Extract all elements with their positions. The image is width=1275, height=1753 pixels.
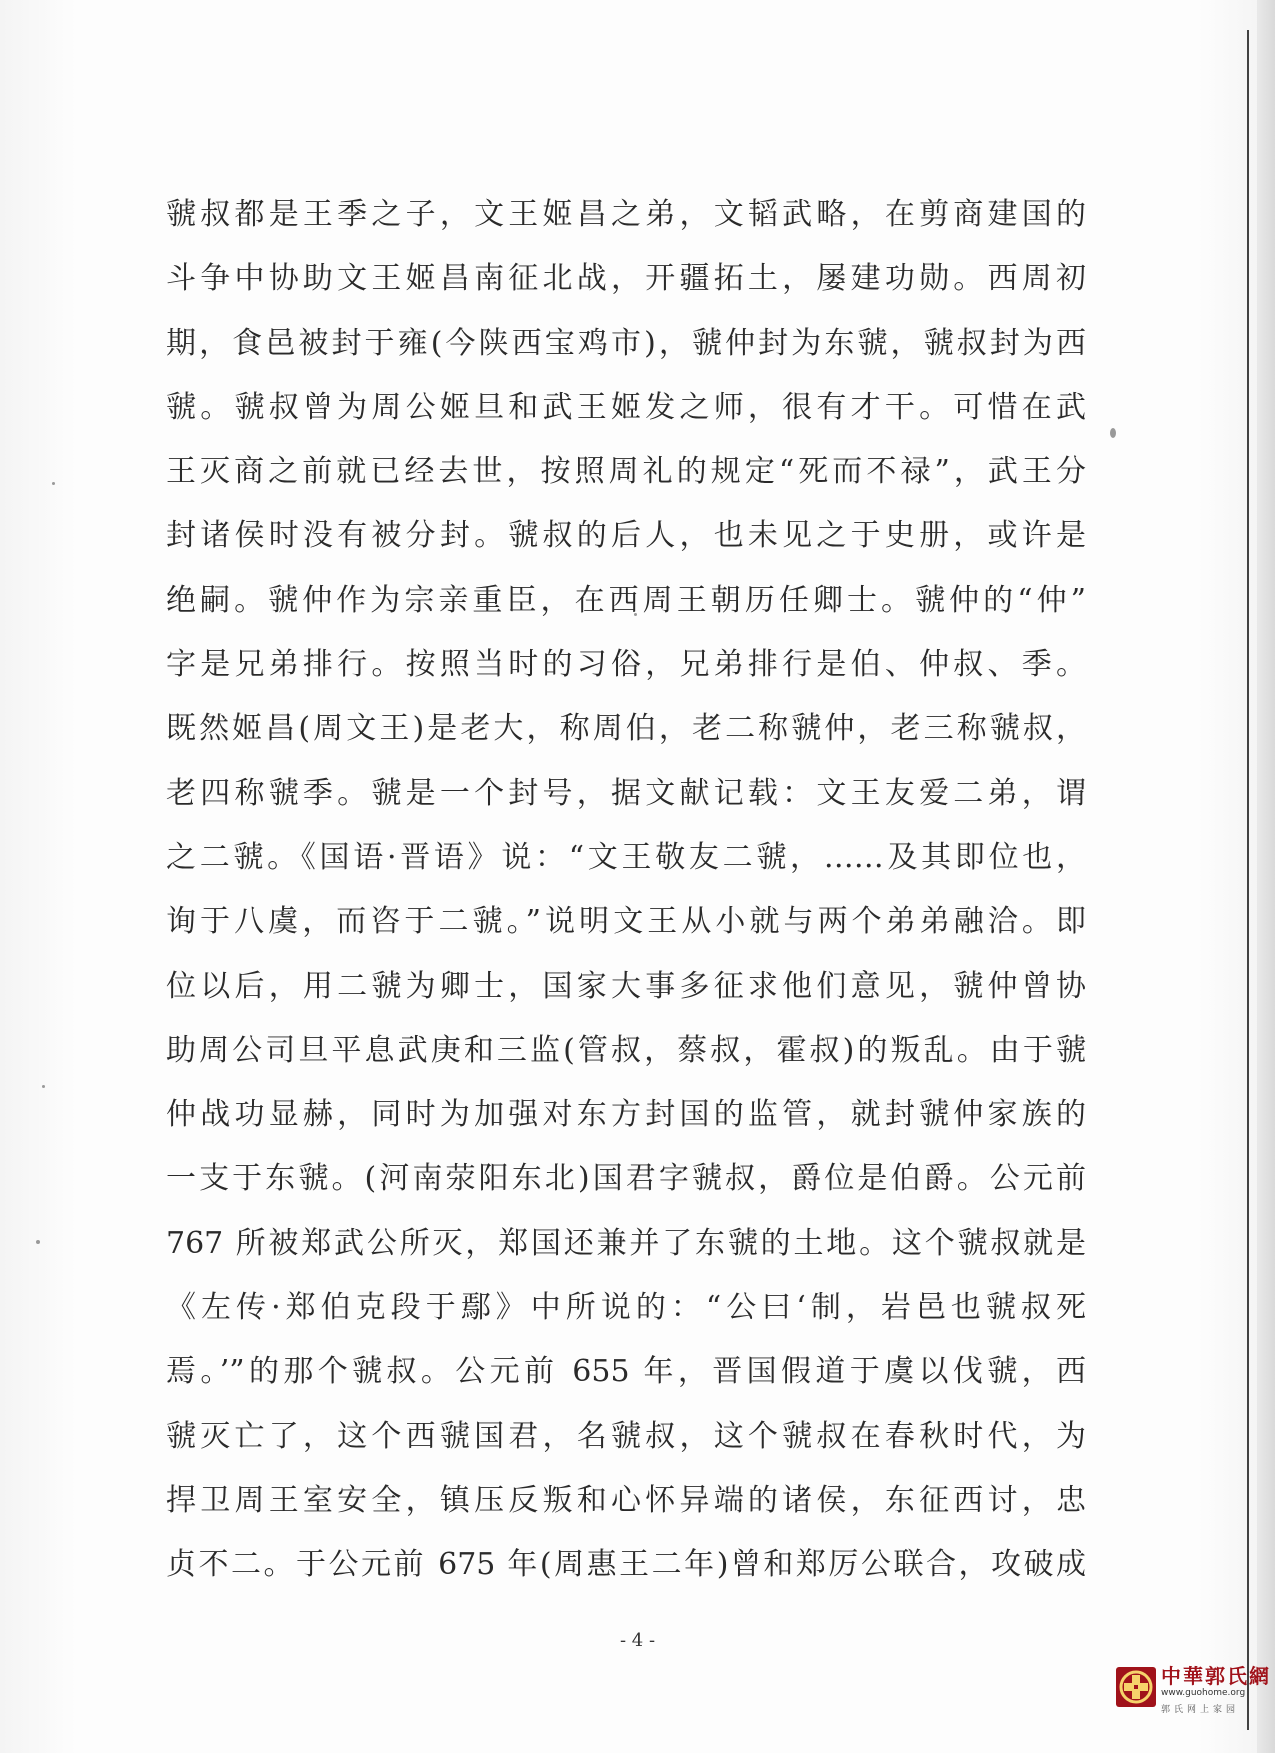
logo-slogan: 郭氏网上家园 [1161, 1705, 1240, 1715]
text-line: 虢叔都是王季之子，文王姬昌之弟，文韬武略，在剪商建国的 [166, 197, 1086, 232]
text-line: 期，食邑被封于雍(今陕西宝鸡市)，虢仲封为东虢，虢叔封为西 [166, 325, 1086, 361]
text-line: 767 所被郑武公所灭，郑国还兼并了东虢的土地。这个虢叔就是 [166, 1225, 1086, 1261]
scan-edge [1257, 0, 1275, 1753]
text-line: 王灭商之前就已经去世，按照周礼的规定“死而不禄”，武王分 [166, 454, 1086, 490]
text-line: 老四称虢季。虢是一个封号，据文献记载：文王友爱二弟，谓 [166, 775, 1086, 811]
text-line: 斗争中协助文王姬昌南征北战，开疆拓土，屡建功勋。西周初 [166, 261, 1086, 297]
text-line: 虢灭亡了，这个西虢国君，名虢叔，这个虢叔在春秋时代，为 [166, 1418, 1086, 1454]
text-line: 虢。虢叔曾为周公姬旦和武王姬发之师，很有才干。可惜在武 [166, 389, 1086, 425]
logo-name: 中華郭氏網 [1161, 1664, 1271, 1688]
body-text [166, 183, 1086, 1598]
text-line: 《左传·郑伯克段于鄢》中所说的：“公曰‘制，岩邑也虢叔死 [166, 1290, 1086, 1326]
text-line: 字是兄弟排行。按照当时的习俗，兄弟排行是伯、仲叔、季。 [166, 647, 1086, 683]
text-line: 一支于东虢。(河南荥阳东北)国君字虢叔，爵位是伯爵。公元前 [166, 1161, 1086, 1197]
text-line: 询于八虞，而咨于二虢。”说明文王从小就与两个弟弟融洽。即 [166, 904, 1086, 940]
text-line: 既然姬昌(周文王)是老大，称周伯，老二称虢仲，老三称虢叔， [166, 711, 1086, 747]
page-number: - 4 - [619, 1630, 656, 1651]
text-line: 绝嗣。虢仲作为宗亲重臣，在西周王朝历任卿士。虢仲的“仲” [166, 582, 1086, 618]
text-line: 位以后，用二虢为卿士，国家大事多征求他们意见，虢仲曾协 [166, 968, 1086, 1004]
text-line: 之二虢。《国语·晋语》说：“文王敬友二虢，……及其即位也， [166, 839, 1086, 875]
seal-icon [1115, 1666, 1157, 1708]
text-line: 捍卫周王室安全，镇压反叛和心怀异端的诸侯，东征西讨，忠 [166, 1482, 1086, 1518]
text-line: 贞不二。于公元前 675 年(周惠王二年)曾和郑厉公联合，攻破成 [166, 1547, 1086, 1583]
text-line: 封诸侯时没有被分封。虢叔的后人，也未见之于史册，或许是 [166, 518, 1086, 554]
logo-url[interactable]: www.guohome.org [1161, 1688, 1246, 1698]
binder-line [1247, 30, 1249, 1730]
text-line: 焉。’”的那个虢叔。公元前 655 年，晋国假道于虞以伐虢，西 [166, 1354, 1086, 1390]
text-line: 仲战功显赫，同时为加强对东方封国的监管，就封虢仲家族的 [166, 1097, 1086, 1133]
site-logo[interactable] [1115, 1660, 1271, 1740]
text-line: 助周公司旦平息武庚和三监(管叔，蔡叔，霍叔)的叛乱。由于虢 [166, 1032, 1086, 1068]
